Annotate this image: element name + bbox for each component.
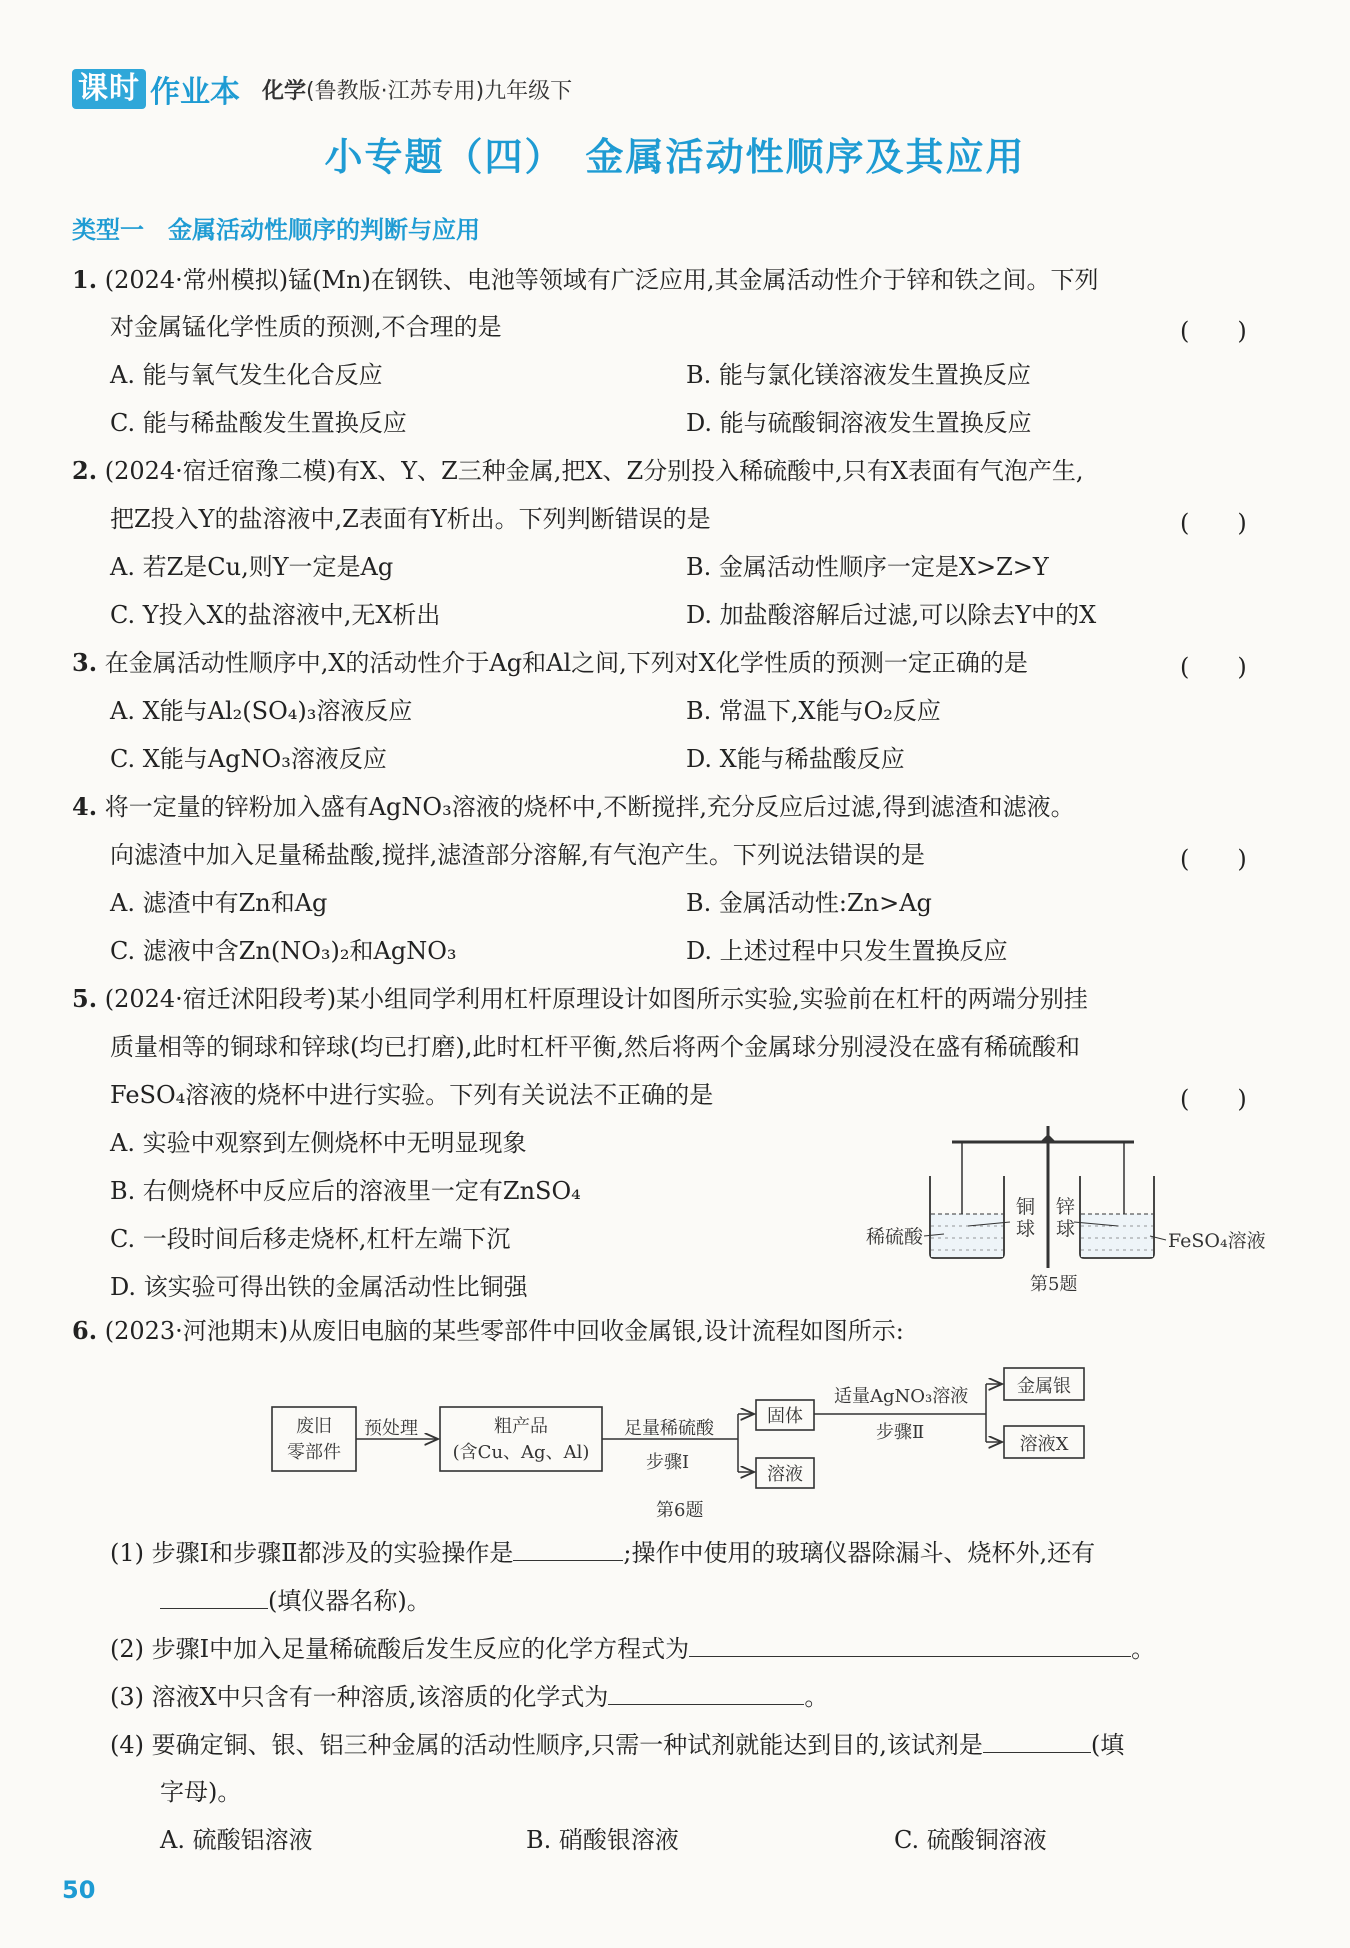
q1-stem-line1 (72, 264, 1099, 296)
q6-option-c: C. 硫酸铜溶液 (894, 1826, 1047, 1854)
q1-option-a: A. 能与氧气发生化合反应 (110, 361, 383, 389)
q3-stem-text1: 在金属活动性顺序中,X的活动性介于Ag和Al之间,下列对X化学性质的预测一定正确的是 (104, 649, 1028, 677)
flow-box1-line2: 零部件 (287, 1442, 341, 1463)
flow-step2-bottom-label: 步骤Ⅱ (876, 1422, 925, 1443)
subject: 化学 (262, 78, 307, 104)
right-solution (1081, 1214, 1153, 1257)
q1-option-d: D. 能与硫酸铜溶液发生置换反应 (686, 409, 1032, 437)
q6-sub4-text-b: (填 (1090, 1731, 1125, 1759)
q6-sub1-blank2[interactable] (160, 1584, 268, 1609)
header (72, 66, 572, 112)
flow-box1-text (272, 1414, 356, 1466)
q5-copper-label: 铜球 (1016, 1196, 1036, 1240)
q6-sub4-blank[interactable] (983, 1728, 1091, 1753)
q4-option-b: B. 金属活动性:Zn>Ag (686, 889, 932, 917)
flow-box2-line2: (含Cu、Ag、Al) (452, 1442, 590, 1463)
q6-sub4-line1 (110, 1728, 1124, 1761)
flow-solid-label: 固体 (767, 1406, 803, 1427)
q3-option-c: C. X能与AgNO₃溶液反应 (110, 745, 387, 773)
q6-sub1-line2 (160, 1584, 431, 1617)
q6-sub4-text-a: (4) 要确定铜、银、铝三种金属的活动性顺序,只需一种试剂就能达到目的,该试剂是 (110, 1731, 983, 1759)
q4-option-d: D. 上述过程中只发生置换反应 (686, 937, 1008, 965)
q6-sub2-period: 。 (1131, 1635, 1156, 1663)
q5-stem-line3: FeSO₄溶液的烧杯中进行实验。下列有关说法不正确的是 (110, 1081, 714, 1109)
q6-stem-text1: (2023·河池期末)从废旧电脑的某些零部件中回收金属银,设计流程如图所示: (104, 1317, 904, 1345)
q6-option-b: B. 硝酸银溶液 (526, 1826, 679, 1854)
edition: (鲁教版·江苏专用)九年级下 (306, 78, 573, 104)
q3-stem-line1 (72, 647, 1028, 679)
q6-sub2-blank[interactable] (689, 1632, 1131, 1657)
q4-number: 4. (72, 792, 98, 821)
q5-zinc-label: 锌球 (1056, 1196, 1076, 1240)
q5-right-label: FeSO₄溶液 (1168, 1230, 1266, 1252)
q6-sub3 (110, 1680, 828, 1713)
flow-box1-line1: 废旧 (296, 1416, 332, 1437)
q6-sub2 (110, 1632, 1155, 1665)
q3-number: 3. (72, 648, 98, 677)
q6-sub3-text: (3) 溶液X中只含有一种溶质,该溶质的化学式为 (110, 1683, 609, 1711)
q3-option-d: D. X能与稀盐酸反应 (686, 745, 905, 773)
q1-number: 1. (72, 265, 98, 294)
flow-step1-bottom-label: 步骤Ⅰ (646, 1452, 690, 1473)
flow-arrow-pretreat-label: 预处理 (364, 1418, 418, 1439)
q2-option-d: D. 加盐酸溶解后过滤,可以除去Y中的X (686, 601, 1097, 629)
q6-stem-line1 (72, 1315, 904, 1347)
q6-sub3-blank[interactable] (608, 1680, 804, 1705)
q1-option-b: B. 能与氯化镁溶液发生置换反应 (686, 361, 1031, 389)
brand-logo-text: 作业本 (150, 75, 240, 110)
q6-sub3-period: 。 (804, 1683, 829, 1711)
q1-stem-text1: (2024·常州模拟)锰(Mn)在钢铁、电池等领域有广泛应用,其金属活动性介于锌和铁之间。下列 (104, 266, 1099, 294)
q6-option-a: A. 硫酸铝溶液 (160, 1826, 313, 1854)
flow-silver-label: 金属银 (1017, 1376, 1071, 1397)
q5-option-c: C. 一段时间后移走烧杯,杠杆左端下沉 (110, 1225, 511, 1253)
q2-number: 2. (72, 456, 98, 485)
q6-sub4-line2: 字母)。 (160, 1778, 242, 1806)
lever-fulcrum (1040, 1134, 1056, 1142)
page-title: 小专题（四） 金属活动性顺序及其应用 (324, 135, 1026, 179)
q2-stem-line2: 把Z投入Y的盐溶液中,Z表面有Y析出。下列判断错误的是 (110, 505, 711, 533)
q2-option-b: B. 金属活动性顺序一定是X>Z>Y (686, 553, 1049, 581)
flow-solution-label: 溶液 (767, 1464, 803, 1485)
page-number: 50 (62, 1876, 96, 1904)
q4-option-c: C. 滤液中含Zn(NO₃)₂和AgNO₃ (110, 937, 457, 965)
q3-option-a: A. X能与Al₂(SO₄)₃溶液反应 (110, 697, 413, 725)
q5-number: 5. (72, 984, 98, 1013)
flow-box2-line1: 粗产品 (494, 1416, 548, 1437)
q6-number: 6. (72, 1316, 98, 1345)
q6-sub2-text: (2) 步骤Ⅰ中加入足量稀硫酸后发生反应的化学方程式为 (110, 1635, 690, 1663)
q1-option-c: C. 能与稀盐酸发生置换反应 (110, 409, 407, 437)
left-solution (931, 1214, 1003, 1257)
q5-option-b: B. 右侧烧杯中反应后的溶液里一定有ZnSO₄ (110, 1177, 581, 1205)
q5-answer-paren: ( ) (1180, 1085, 1247, 1113)
section-heading: 类型一 金属活动性顺序的判断与应用 (72, 216, 480, 244)
flow-step1-top-label: 足量稀硫酸 (624, 1418, 714, 1439)
q5-option-d: D. 该实验可得出铁的金属活动性比铜强 (110, 1273, 528, 1301)
q6-figure-caption: 第6题 (656, 1500, 704, 1521)
brand-logo-box: 课时 (72, 69, 146, 109)
q4-stem-text1: 将一定量的锌粉加入盛有AgNO₃溶液的烧杯中,不断搅拌,充分反应后过滤,得到滤渣和滤液。 (104, 793, 1075, 821)
q6-sub1-text-c: (填仪器名称)。 (268, 1587, 431, 1615)
q2-option-c: C. Y投入X的盐溶液中,无X析出 (110, 601, 441, 629)
q2-answer-paren: ( ) (1180, 509, 1247, 537)
q4-stem-line1 (72, 791, 1075, 823)
q2-stem-text1: (2024·宿迁宿豫二模)有X、Y、Z三种金属,把X、Z分别投入稀硫酸中,只有X表面有气泡产生, (104, 457, 1084, 485)
q4-answer-paren: ( ) (1180, 845, 1247, 873)
q6-sub1-text-b: ;操作中使用的玻璃仪器除漏斗、烧杯外,还有 (623, 1539, 1096, 1567)
header-subtitle (262, 74, 572, 105)
q2-option-a: A. 若Z是Cu,则Y一定是Ag (110, 553, 394, 581)
q5-stem-text1: (2024·宿迁沭阳段考)某小组同学利用杠杆原理设计如图所示实验,实验前在杠杆的两端分别挂 (104, 985, 1088, 1013)
q2-stem-line1 (72, 455, 1083, 487)
flow-solution-x-label: 溶液X (1019, 1434, 1069, 1455)
q1-stem-line2: 对金属锰化学性质的预测,不合理的是 (110, 313, 502, 341)
flow-step2-top-label: 适量AgNO₃溶液 (834, 1386, 969, 1407)
q4-stem-line2: 向滤渣中加入足量稀盐酸,搅拌,滤渣部分溶解,有气泡产生。下列说法错误的是 (110, 841, 925, 869)
q5-stem-line2: 质量相等的铜球和锌球(均已打磨),此时杠杆平衡,然后将两个金属球分别浸没在盛有稀硫酸和 (110, 1033, 1080, 1061)
q5-stem-line1 (72, 983, 1088, 1015)
q1-answer-paren: ( ) (1180, 317, 1247, 345)
q6-sub1-text-a: (1) 步骤Ⅰ和步骤Ⅱ都涉及的实验操作是 (110, 1539, 514, 1567)
q4-option-a: A. 滤渣中有Zn和Ag (110, 889, 328, 917)
q6-sub1-line1 (110, 1536, 1095, 1569)
q3-option-b: B. 常温下,X能与O₂反应 (686, 697, 941, 725)
flow-box2-text (440, 1414, 602, 1466)
q5-option-a: A. 实验中观察到左侧烧杯中无明显现象 (110, 1129, 527, 1157)
q6-sub1-blank1[interactable] (513, 1536, 623, 1561)
q3-answer-paren: ( ) (1180, 653, 1247, 681)
q5-left-label: 稀硫酸 (866, 1226, 924, 1248)
q5-figure-caption: 第5题 (1030, 1274, 1078, 1295)
